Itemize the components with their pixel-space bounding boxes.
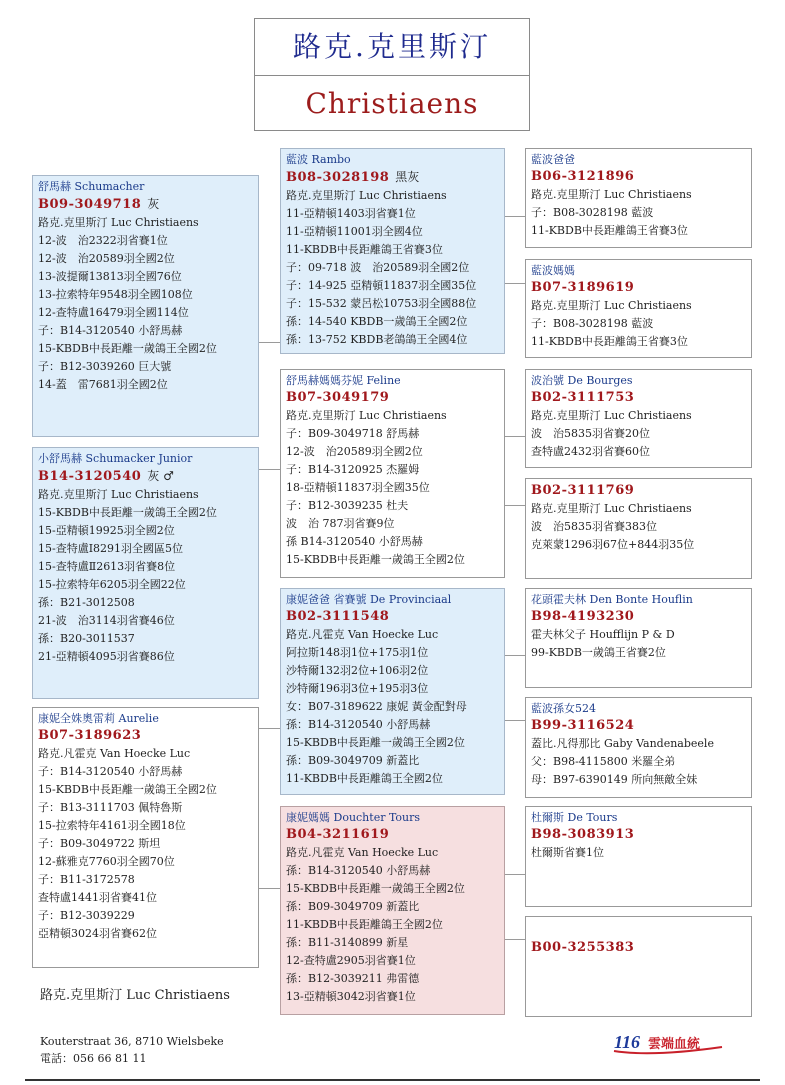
logo-number: 116 [614, 1032, 641, 1052]
info-line: 子：B09-3049718 舒馬赫 [286, 427, 420, 440]
ring-number: B07-3189623 [38, 728, 142, 743]
pedigree-card-ggdam-1[interactable] [525, 259, 752, 358]
info-line: 孫：B14-3120540 小舒馬赫 [286, 718, 431, 731]
ring-number: B98-3083913 [531, 827, 635, 842]
bird-name: 藍波爸爸 [531, 153, 575, 166]
pedigree-card-grandsire-sire[interactable] [280, 148, 505, 354]
pedigree-card-granddam-sire[interactable] [280, 369, 505, 578]
pedigree-card-subject[interactable] [32, 447, 259, 699]
info-line: 孫：13-752 KBDB老鴿鴿王全國4位 [286, 333, 468, 346]
ring-number: B04-3211619 [286, 827, 390, 842]
info-line: 子：B09-3049722 斯坦 [38, 837, 161, 850]
info-line: 波 治5835羽省賽20位 [531, 427, 650, 440]
ring-number: B02-3111769 [531, 483, 635, 498]
info-line: 孫：B09-3049709 新蓋比 [286, 754, 420, 767]
connector-line [505, 505, 525, 506]
bird-name: 舒馬赫 Schumacher [38, 180, 145, 193]
info-line: 12-波 治20589羽全國2位 [286, 445, 423, 458]
breeder-name: 路克.克里斯汀 Luc Christiaens [40, 988, 230, 1003]
info-line: 阿拉斯148羽1位+175羽1位 [286, 646, 429, 659]
info-line: 21-亞精頓4095羽省賽86位 [38, 650, 175, 663]
info-line: 子：B14-3120925 杰羅姆 [286, 463, 420, 476]
info-line: 15-查特盧Ⅱ2613羽省賽8位 [38, 560, 176, 573]
bird-name: 藍波孫女524 [531, 702, 596, 715]
info-line: 路克.克里斯汀 Luc Christiaens [286, 409, 447, 422]
bird-color: 灰 [147, 197, 160, 211]
bird-color: 黑灰 [395, 170, 420, 184]
ring-number: B08-3028198 黑灰 [286, 170, 420, 185]
info-line: 路克.凡霍克 Van Hoecke Luc [286, 846, 439, 859]
pedigree-card-ggsire-4[interactable] [525, 806, 752, 907]
pedigree-card-ggsire-1[interactable] [525, 148, 752, 248]
info-line: 路克.克里斯汀 Luc Christiaens [38, 488, 199, 501]
bird-name: 康妮全姝奧雷莉 Aurelie [38, 712, 159, 725]
info-line: 18-亞精頓11837羽全國35位 [286, 481, 430, 494]
info-line: 路克.克里斯汀 Luc Christiaens [38, 216, 199, 229]
ring-number: B02-3111548 [286, 609, 390, 624]
info-line: 13-亞精頓3042羽省賽1位 [286, 990, 416, 1003]
info-line: 克萊蒙1296羽67位+844羽35位 [531, 538, 695, 551]
ring-number: B98-4193230 [531, 609, 635, 624]
info-line: 孫：B14-3120540 小舒馬赫 [286, 864, 431, 877]
info-line: 子：B12-3039229 [38, 909, 135, 922]
phone-line: 電話：056 66 81 11 [40, 1052, 147, 1065]
info-line: 13-拉索特年9548羽全國108位 [38, 288, 193, 301]
info-line: 路克.凡霍克 Van Hoecke Luc [38, 747, 191, 760]
connector-line [259, 888, 280, 889]
connector-line [505, 436, 525, 437]
info-line: 亞精頓3024羽省賽62位 [38, 927, 157, 940]
info-line: 15-KBDB中長距離一歲鴿王全國2位 [38, 783, 217, 796]
info-line: 母：B97-6390149 所向無敵全妹 [531, 773, 698, 786]
info-line: 子：09-718 波 治20589羽全國2位 [286, 261, 470, 274]
info-line: 15-查特盧Ⅰ8291羽全國區5位 [38, 542, 184, 555]
info-line: 11-KBDB中長距離鴿王全國2位 [286, 918, 443, 931]
info-line: 子：14-925 亞精頓11837羽全國35位 [286, 279, 477, 292]
connector-line [259, 469, 280, 470]
logo-graphic [612, 1031, 727, 1055]
info-line: 12-波 治2322羽省賽1位 [38, 234, 168, 247]
info-line: 99-KBDB一歲鴿王省賽2位 [531, 646, 666, 659]
pedigree-card-ggdam-3[interactable] [525, 697, 752, 798]
info-line: 波 治5835羽省賽383位 [531, 520, 657, 533]
owner-name-english: Christiaens [305, 87, 479, 120]
info-line: 11-亞精頓1403羽省賽1位 [286, 207, 416, 220]
info-line: 11-亞精頓11001羽全國4位 [286, 225, 423, 238]
pedigree-card-grandsire-dam[interactable] [280, 588, 505, 795]
info-line: 孫 B14-3120540 小舒馬赫 [286, 535, 423, 548]
info-line: 11-KBDB中長距離鴿王省賽3位 [286, 243, 443, 256]
bird-name: 藍波媽媽 [531, 264, 575, 277]
connector-line [259, 728, 280, 729]
info-line: 孫：B12-3039211 弗雷德 [286, 972, 420, 985]
info-line: 孫：B09-3049709 新蓋比 [286, 900, 420, 913]
address-line: Kouterstraat 36, 8710 Wielsbeke [40, 1035, 224, 1048]
pedigree-card-granddam-dam[interactable] [280, 806, 505, 1015]
ring-number: B06-3121896 [531, 169, 635, 184]
pedigree-card-sire[interactable] [32, 175, 259, 437]
footer-divider [25, 1079, 760, 1081]
connector-line [505, 283, 525, 284]
info-line: 沙特爾196羽3位+195羽3位 [286, 682, 429, 695]
info-line: 查特盧2432羽省賽60位 [531, 445, 650, 458]
info-line: 15-亞精頓19925羽全國2位 [38, 524, 175, 537]
info-line: 12-蘇雅克7760羽全國70位 [38, 855, 175, 868]
info-line: 父：B98-4115800 米羅全弟 [531, 755, 676, 768]
connector-line [505, 655, 525, 656]
ring-number: B07-3049179 [286, 390, 390, 405]
info-line: 子：B14-3120540 小舒馬赫 [38, 324, 183, 337]
bird-name: 康妮媽媽 Douchter Tours [286, 811, 421, 824]
connector-line [505, 874, 525, 875]
info-line: 子：B08-3028198 藍波 [531, 206, 654, 219]
info-line: 12-查特盧2905羽省賽1位 [286, 954, 416, 967]
pedigree-card-ggsire-2[interactable] [525, 369, 752, 468]
info-line: 11-KBDB中長距離鴿王省賽3位 [531, 335, 688, 348]
bird-name: 小舒馬赫 Schumacker Junior [38, 452, 193, 465]
info-line: 15-KBDB中長距離一歲鴿王全國2位 [286, 736, 465, 749]
info-line: 15-KBDB中長距離一歲鴿王全國2位 [286, 553, 465, 566]
site-logo[interactable] [612, 1031, 727, 1055]
info-line: 13-波提爾13813羽全國76位 [38, 270, 182, 283]
info-line: 孫：B20-3011537 [38, 632, 135, 645]
info-line: 15-KBDB中長距離一歲鴿王全國2位 [38, 506, 217, 519]
bird-name: 杜爾斯 De Tours [531, 811, 618, 824]
pedigree-header [254, 18, 530, 131]
info-line: 子：B13-3111703 佩特魯斯 [38, 801, 183, 814]
ring-number: B09-3049718 灰 [38, 197, 160, 212]
info-line: 12-查特盧16479羽全國114位 [38, 306, 189, 319]
info-line: 14-蓋 雷7681羽全國2位 [38, 378, 168, 391]
info-line: 15-拉索特年6205羽全國22位 [38, 578, 186, 591]
info-line: 子：B12-3039260 巨大號 [38, 360, 172, 373]
pedigree-card-ggdam-2[interactable] [525, 478, 752, 579]
bird-name: 康妮爸爸 省賽號 De Provinciaal [286, 593, 452, 606]
info-line: 15-KBDB中長距離一歲鴿王全國2位 [38, 342, 217, 355]
info-line: 沙特爾132羽2位+106羽2位 [286, 664, 429, 677]
connector-line [505, 720, 525, 721]
info-line: 孫：B21-3012508 [38, 596, 135, 609]
info-line: 波 治 787羽省賽9位 [286, 517, 395, 530]
ring-number: B02-3111753 [531, 390, 635, 405]
info-line: 11-KBDB中長距離鴿王全國2位 [286, 772, 443, 785]
info-line: 蓋比.凡得那比 Gaby Vandenabeele [531, 737, 714, 750]
info-line: 路克.克里斯汀 Luc Christiaens [531, 409, 692, 422]
info-line: 查特盧1441羽省賽41位 [38, 891, 157, 904]
pedigree-card-ggsire-3[interactable] [525, 588, 752, 688]
ring-number: B14-3120540 灰 ♂ [38, 469, 174, 484]
info-line: 路克.克里斯汀 Luc Christiaens [286, 189, 447, 202]
info-line: 子：B08-3028198 藍波 [531, 317, 654, 330]
info-line: 子：B14-3120540 小舒馬赫 [38, 765, 183, 778]
info-line: 路克.凡霍克 Van Hoecke Luc [286, 628, 439, 641]
info-line: 子：B12-3039235 杜夫 [286, 499, 409, 512]
ring-number: B07-3189619 [531, 280, 635, 295]
ring-number: B00-3255383 [531, 940, 635, 955]
info-line: 21-波 治3114羽省賽46位 [38, 614, 175, 627]
info-line: 路克.克里斯汀 Luc Christiaens [531, 502, 692, 515]
bird-name: 舒馬赫媽媽芬妮 Feline [286, 374, 401, 387]
info-line: 路克.克里斯汀 Luc Christiaens [531, 188, 692, 201]
info-line: 孫：14-540 KBDB一歲鴿王全國2位 [286, 315, 468, 328]
info-line: 12-波 治20589羽全國2位 [38, 252, 175, 265]
info-line: 子：B11-3172578 [38, 873, 135, 886]
info-line: 孫：B11-3140899 新星 [286, 936, 409, 949]
info-line: 路克.克里斯汀 Luc Christiaens [531, 299, 692, 312]
logo-text: 雲端血統 [648, 1037, 701, 1052]
connector-line [505, 216, 525, 217]
info-line: 15-拉索特年4161羽全國18位 [38, 819, 186, 832]
info-line: 女：B07-3189622 康妮 黃金配對母 [286, 700, 467, 713]
owner-name-chinese: 路克.克里斯汀 [255, 19, 529, 76]
breeder-contact [40, 1033, 224, 1067]
ring-number: B99-3116524 [531, 718, 635, 733]
connector-line [505, 939, 525, 940]
bird-name: 花頭霍夫林 Den Bonte Houflin [531, 593, 693, 606]
info-line: 11-KBDB中長距離鴿王省賽3位 [531, 224, 688, 237]
pedigree-card-ggdam-4[interactable] [525, 916, 752, 1017]
info-line: 杜爾斯省賽1位 [531, 846, 604, 859]
info-line: 霍夫林父子 Houfflijn P & D [531, 628, 675, 641]
connector-line [259, 342, 280, 343]
bird-name: 藍波 Rambo [286, 153, 351, 166]
info-line: 子：15-532 蒙呂松10753羽全國88位 [286, 297, 477, 310]
bird-color: 灰 ♂ [147, 469, 174, 483]
info-line: 15-KBDB中長距離一歲鴿王全國2位 [286, 882, 465, 895]
bird-name: 波治號 De Bourges [531, 374, 633, 387]
pedigree-card-dam[interactable] [32, 707, 259, 968]
